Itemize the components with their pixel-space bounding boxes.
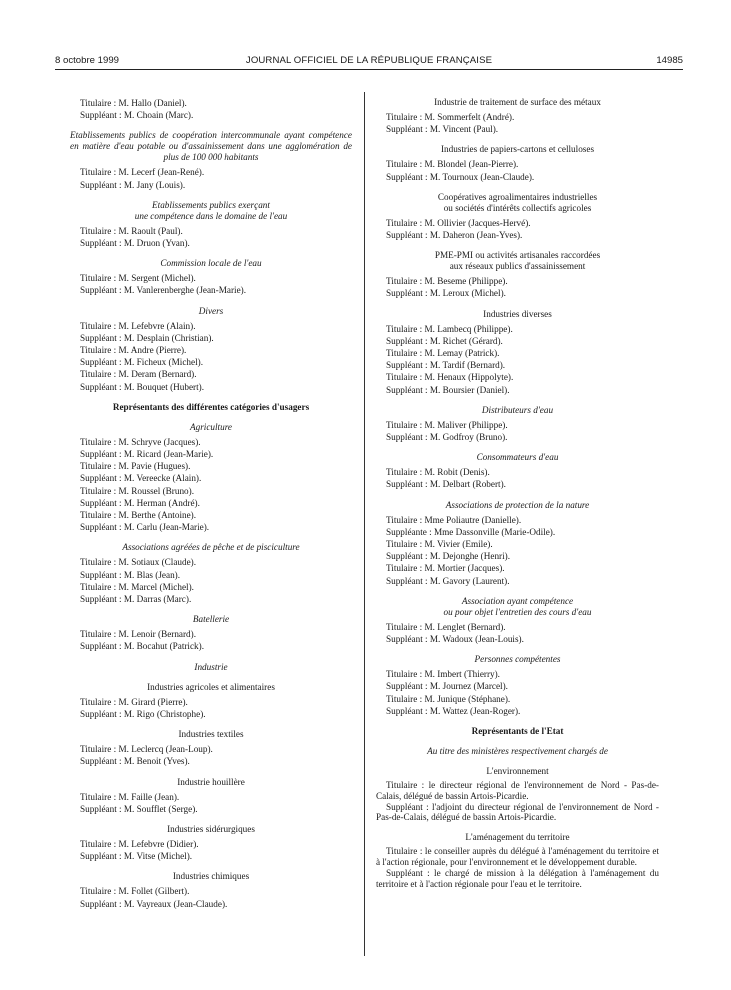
member-entry: Suppléant : M. Herman (André). [80,497,200,508]
section [376,192,659,241]
member-entry: Titulaire : M. Deram (Bernard). [80,369,197,380]
member-entry: Suppléant : M. Darras (Marc). [80,594,192,605]
member-entry: Titulaire : M. Follet (Gilbert). [80,886,190,897]
member-entry: Titulaire : M. Schryve (Jacques). [80,436,201,447]
heading-line: une compétence dans le domaine de l'eau [134,210,288,221]
member-entry: Titulaire : M. Robit (Denis). [386,467,490,478]
section-heading [376,250,659,272]
member-entry: Titulaire : M. Lecerf (Jean-René). [80,167,205,178]
member-entry: Suppléant : M. Tournoux (Jean-Claude). [386,171,535,182]
heading-line: Industrie [194,661,228,672]
section-heading [376,500,659,511]
section-heading [376,97,659,108]
heading-line: ou sociétés d'intérêts collectifs agricoles [443,202,592,213]
member-entry: Titulaire : M. Imbert (Thierry). [386,669,500,680]
member-entry: Titulaire : M. Blondel (Jean-Pierre). [386,159,519,170]
member-entry: Titulaire : M. Andre (Pierre). [80,345,187,356]
heading-line: Associations agréées de pêche et de pisciculture [122,542,300,553]
member-entry: Titulaire : M. Lemay (Patrick). [386,348,500,359]
heading-line: ou pour objet l'entretien des cours d'eau [443,606,592,617]
member-entry: Titulaire : M. Sergent (Michel). [80,273,196,284]
section [376,309,659,396]
heading-line: aux réseaux publics d'assainissement [449,261,586,272]
member-entry: Suppléant : M. Rigo (Christophe). [80,708,206,719]
member-entry: Suppléant : M. Ficheux (Michel). [80,357,203,368]
member-entry: Suppléant : M. Leroux (Michel). [386,288,506,299]
section [70,682,352,720]
section [376,654,659,717]
member-entry: Titulaire : M. Girard (Pierre). [80,696,188,707]
member-entry: Titulaire : M. Lambecq (Philippe). [386,323,513,334]
section-heading [376,654,659,665]
member-entry: Suppléant : M. Wadoux (Jean-Louis). [386,634,524,645]
section [70,871,352,909]
member-paragraph: Titulaire : le directeur régional de l'environnement de Nord - Pas-de-Calais, délégué de bassin Artois-Picardie. [376,780,659,801]
member-entry: Titulaire : M. Lenglet (Bernard). [386,621,506,632]
heading-line: Au titre des ministères respectivement chargés de [427,746,608,757]
member-entry: Suppléant : M. Jany (Louis). [80,179,186,190]
section-heading [70,402,352,413]
page-header [55,55,683,69]
member-entry: Titulaire : M. Marcel (Michel). [80,581,194,592]
section [70,422,352,534]
heading-line: Industries de papiers-cartons et celluloses [440,144,595,155]
section-heading [376,746,659,757]
member-entry: Titulaire : M. Leclercq (Jean-Loup). [80,744,213,755]
member-entry: Suppléant : M. Benoit (Yves). [80,756,190,767]
section [376,250,659,299]
member-paragraph: Suppléant : l'adjoint du directeur régional de l'environnement de Nord - Pas-de-Calais, délégué de bassin Artois-Picardie. [376,801,659,823]
member-entry: Suppléant : M. Dejonghe (Henri). [386,551,511,562]
section [376,832,659,889]
heading-line: L'environnement [486,766,549,777]
member-entry: Suppléant : M. Druon (Yvan). [80,238,190,249]
member-entry: Titulaire : M. Vivier (Emile). [386,539,493,550]
left-column [70,97,352,919]
member-entry: Suppléant : M. Delbart (Robert). [386,479,506,490]
member-entry: Suppléante : Mme Dassonville (Marie-Odile). [386,526,556,537]
section-heading [376,144,659,155]
heading-line: L'aménagement du territoire [465,832,570,843]
member-entry: Titulaire : M. Lefebvre (Didier). [80,838,199,849]
section-heading [376,832,659,843]
section-heading [70,542,352,553]
heading-line: Industries sidérurgiques [167,823,255,834]
member-entry: Titulaire : M. Maliver (Philippe). [386,419,508,430]
member-entry: Suppléant : M. Journez (Marcel). [386,681,508,692]
member-paragraph: Titulaire : le conseiller auprès du délégué à l'aménagement du territoire et à l'action régionale, pour l'environnement et le développement durable. [376,846,659,868]
member-entry: Suppléant : M. Vayreaux (Jean-Claude). [80,898,228,909]
heading-line: Industries diverses [483,308,552,319]
section [70,402,352,413]
section [70,258,352,296]
member-paragraph: Suppléant : le chargé de mission à la délégation à l'aménagement du territoire et à l'action régionale pour l'eau et le territoire. [376,867,659,889]
member-entry: Titulaire : M. Lenoir (Bernard). [80,629,197,640]
section [376,766,659,823]
section-heading [70,130,352,163]
page-number: 14985 [656,55,683,66]
issue-date: 8 octobre 1999 [55,55,120,66]
section [70,97,352,121]
section-heading [70,200,352,222]
member-entry: Titulaire : M. Sommerfelt (André). [386,112,515,122]
section-heading [70,824,352,835]
member-entry: Suppléant : M. Bouquet (Hubert). [80,381,205,392]
heading-line: Représentants des différentes catégories d'usagers [112,401,310,412]
column-divider [364,92,365,956]
section [70,662,352,673]
member-entry: Titulaire : Mme Poliautre (Danielle). [386,514,522,525]
heading-line: Commission locale de l'eau [160,258,262,269]
section [376,596,659,645]
member-entry: Titulaire : M. Mortier (Jacques). [386,563,505,574]
section-heading [376,596,659,618]
member-entry: Titulaire : M. Raoult (Paul). [80,225,183,236]
heading-line: Distributeurs d'eau [481,404,554,415]
heading-line: Divers [198,305,224,316]
member-entry: Suppléant : M. Richet (Gérard). [386,335,503,346]
section-heading [70,682,352,693]
heading-line: Associations de protection de la nature [445,499,590,510]
member-entry: Suppléant : M. Soufflet (Serge). [80,803,198,814]
member-entry: Titulaire : M. Beseme (Philippe). [386,276,508,287]
member-entry: Suppléant : M. Carlu (Jean-Marie). [80,522,210,533]
section-heading [70,258,352,269]
section-heading [70,614,352,625]
member-entry: Suppléant : M. Boursier (Daniel). [386,384,510,395]
heading-line: Industries agricoles et alimentaires [147,681,275,692]
section-heading [376,192,659,214]
heading-line: Coopératives agroalimentaires industrielles [437,191,598,202]
journal-title: JOURNAL OFFICIEL DE LA RÉPUBLIQUE FRANÇAISE [245,55,493,66]
member-entry: Titulaire : M. Ollivier (Jacques-Hervé). [386,217,531,228]
heading-line: Etablissements publics de coopération intercommunale ayant compétence en matière d'eau potable ou d'assainissement dans une agglomération de plus de 100 000 habitants [70,130,352,163]
member-entry: Titulaire : M. Faille (Jean). [80,791,180,802]
section [70,130,352,190]
heading-line: Industrie houillère [177,776,245,787]
section-heading [70,662,352,673]
heading-line: Personnes compétentes [474,654,561,665]
heading-line: Industrie de traitement de surface des métaux [434,97,601,107]
section-heading [70,777,352,788]
member-entry: Suppléant : M. Vincent (Paul). [386,124,499,135]
section [70,777,352,815]
member-entry: Suppléant : M. Tardif (Bernard). [386,360,506,371]
section [70,542,352,605]
section-heading [376,309,659,320]
member-entry: Suppléant : M. Bocahut (Patrick). [80,641,205,652]
member-entry: Titulaire : M. Henaux (Hippolyte). [386,372,514,383]
header-rule [55,69,683,70]
heading-line: Batellerie [192,614,230,625]
member-entry: Titulaire : M. Junique (Stéphane). [386,693,511,704]
heading-line: Consommateurs d'eau [476,452,559,463]
right-column [376,97,659,898]
member-entry: Suppléant : M. Vanlerenberghe (Jean-Marie). [80,285,247,296]
member-entry: Suppléant : M. Daheron (Jean-Yves). [386,230,523,241]
section-heading [376,452,659,463]
section-heading [376,405,659,416]
heading-line: Industries textiles [178,729,244,740]
section [376,746,659,757]
member-entry: Suppléant : M. Wattez (Jean-Roger). [386,705,521,716]
member-entry: Suppléant : M. Choain (Marc). [80,110,194,121]
section [70,824,352,862]
section [376,405,659,443]
section [70,306,352,393]
member-entry: Titulaire : M. Sotiaux (Claude). [80,557,197,568]
section [376,500,659,587]
section [70,614,352,652]
section-heading [70,306,352,317]
section [376,726,659,737]
member-entry: Suppléant : M. Vitse (Michel). [80,851,193,862]
member-entry: Suppléant : M. Gavory (Laurent). [386,575,510,586]
heading-line: Industries chimiques [172,871,250,882]
section-heading [70,422,352,433]
member-entry: Titulaire : M. Lefebvre (Alain). [80,320,196,331]
member-entry: Titulaire : M. Hallo (Daniel). [80,98,187,108]
heading-line: Association ayant compétence [461,595,574,606]
section-heading [376,726,659,737]
member-entry: Suppléant : M. Ricard (Jean-Marie). [80,449,214,460]
section [376,452,659,490]
section [70,200,352,249]
section [70,729,352,767]
member-entry: Suppléant : M. Desplain (Christian). [80,332,214,343]
section-heading [376,766,659,777]
section [376,144,659,182]
section [376,97,659,135]
heading-line: PME-PMI ou activités artisanales raccordées [434,250,601,261]
member-entry: Suppléant : M. Blas (Jean). [80,569,181,580]
heading-line: Etablissements publics exerçant [152,199,270,210]
member-entry: Titulaire : M. Pavie (Hugues). [80,461,191,472]
member-entry: Suppléant : M. Vereecke (Alain). [80,473,202,484]
member-entry: Suppléant : M. Godfroy (Bruno). [386,432,508,443]
member-entry: Titulaire : M. Berthe (Antoine). [80,510,197,521]
section-heading [70,729,352,740]
section-heading [70,871,352,882]
heading-line: Agriculture [189,421,233,432]
member-entry: Titulaire : M. Roussel (Bruno). [80,485,194,496]
heading-line: Représentants de l'Etat [471,726,564,737]
